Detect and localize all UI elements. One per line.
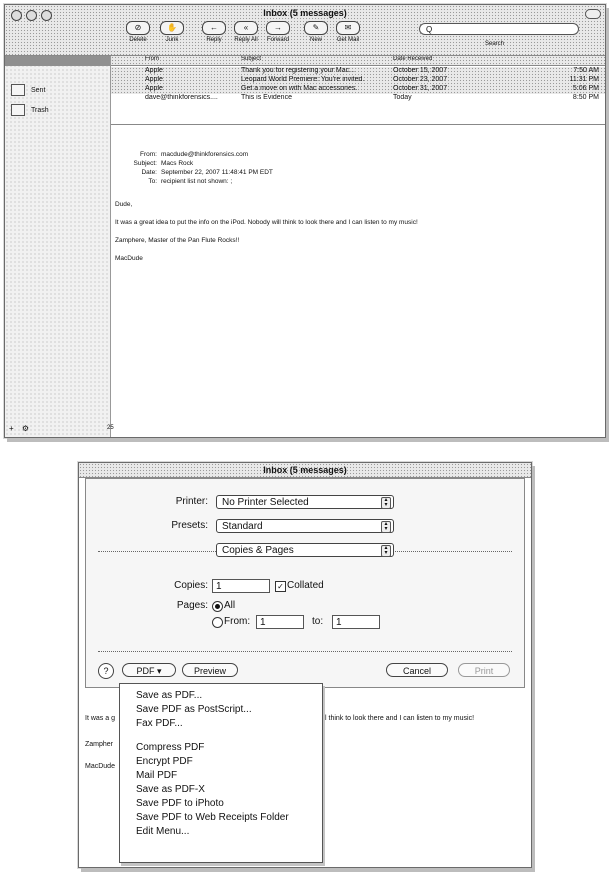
subject-value: Macs Rock	[161, 160, 194, 167]
mail-window-title: Inbox (5 messages)	[263, 8, 347, 18]
menu-item-save-as-pdf-x[interactable]: Save as PDF-X	[136, 784, 205, 795]
message-list	[111, 56, 605, 125]
from-value[interactable]: macdude@thinkforensics.com	[161, 151, 249, 158]
trash-icon	[11, 104, 25, 116]
pages-from-label: From:	[224, 616, 251, 627]
mailbox-sidebar	[5, 56, 114, 437]
presets-select[interactable]	[216, 519, 394, 533]
column-from[interactable]: From	[145, 56, 159, 62]
reply-all-icon: «	[234, 21, 258, 35]
sidebar-item-label: Trash	[31, 106, 49, 114]
body-line: It was a great idea to put the info on the iPod. Nobody will think to look there and I can listen to my music!	[115, 219, 418, 226]
preview-button[interactable]: Preview	[182, 663, 238, 677]
column-date[interactable]: Date Received	[393, 56, 433, 62]
sidebar-item-label: Sent	[31, 86, 46, 94]
message-date: Today	[393, 94, 412, 101]
body-line: MacDude	[115, 255, 143, 262]
message-time: 5:06 PM	[572, 85, 599, 92]
message-date: October 23, 2007	[393, 76, 448, 83]
print-button[interactable]: Print	[458, 663, 510, 677]
pages-to-label: to:	[312, 616, 324, 627]
message-time: 8:50 PM	[572, 94, 599, 101]
pages-range-radio[interactable]	[212, 617, 223, 628]
search-input[interactable]: Q	[419, 23, 579, 35]
search-label: Search	[485, 41, 505, 47]
preview-from	[115, 151, 415, 158]
reply-all-button[interactable]	[229, 21, 263, 43]
junk-label: Junk	[165, 37, 179, 43]
junk-icon: ✋	[160, 21, 184, 35]
pages-to-input[interactable]: 1	[332, 615, 380, 629]
table-row[interactable]	[111, 94, 605, 103]
delete-label: Delete	[129, 37, 147, 43]
background-body-line: It was a g	[85, 715, 115, 722]
sidebar-item-trash[interactable]	[11, 104, 49, 116]
background-body-line: MacDude	[85, 763, 115, 770]
get-mail-icon: ✉	[336, 21, 360, 35]
message-from: Apple	[145, 67, 163, 74]
forward-label: Forward	[266, 37, 289, 43]
pdf-dropdown-menu	[119, 683, 323, 863]
menu-item-save-as-postscript[interactable]: Save PDF as PostScript...	[136, 704, 252, 715]
menu-item-mail-pdf[interactable]: Mail PDF	[136, 770, 178, 781]
reply-icon: ←	[202, 21, 226, 35]
mail-window	[4, 4, 606, 438]
get-mail-button[interactable]	[331, 21, 365, 43]
print-sheet	[85, 478, 525, 688]
delete-icon: ⊘	[126, 21, 150, 35]
reply-button[interactable]	[197, 21, 231, 43]
date-value: September 22, 2007 11:48:41 PM EDT	[161, 169, 273, 176]
printer-select[interactable]	[216, 495, 394, 509]
delete-button[interactable]	[121, 21, 155, 43]
message-subject: Leopard World Premiere: You're invited.	[241, 76, 365, 83]
pages-all-label: All	[224, 600, 236, 611]
collated-label: Collated	[287, 580, 324, 591]
message-from: Apple	[145, 85, 163, 92]
sidebar-selected-row[interactable]	[5, 56, 110, 66]
cancel-button[interactable]: Cancel	[386, 663, 448, 677]
preview-to	[115, 178, 415, 185]
message-from: Apple	[145, 76, 163, 83]
message-subject: Thank you for registering your Mac...	[241, 67, 355, 74]
table-row[interactable]	[111, 85, 605, 94]
message-preview	[111, 131, 605, 437]
sidebar-item-sent[interactable]	[11, 84, 45, 96]
menu-item-encrypt-pdf[interactable]: Encrypt PDF	[136, 756, 193, 767]
popup-arrows-icon: ▴ ▾	[381, 497, 391, 509]
printer-label: Printer:	[175, 496, 208, 507]
toolbar-toggle-icon[interactable]	[585, 9, 601, 19]
presets-label: Presets:	[171, 520, 208, 531]
menu-item-save-as-pdf[interactable]: Save as PDF...	[136, 690, 203, 701]
message-time: 11:31 PM	[569, 76, 599, 83]
column-subject[interactable]: Subject	[241, 56, 262, 62]
copies-label: Copies:	[174, 580, 208, 591]
presets-value: Standard	[222, 521, 263, 532]
to-value: recipient list not shown: ;	[161, 178, 233, 185]
print-window-title: Inbox (5 messages)	[263, 465, 347, 475]
menu-item-fax-pdf[interactable]: Fax PDF...	[136, 718, 183, 729]
preview-subject	[115, 160, 415, 167]
reply-label: Reply	[206, 37, 222, 43]
from-key: From:	[140, 151, 157, 158]
new-message-button[interactable]	[299, 21, 333, 43]
message-subject: Get a move on with Mac accessories.	[241, 85, 358, 92]
menu-item-compress-pdf[interactable]: Compress PDF	[136, 742, 205, 753]
gear-icon[interactable]: ⚙	[21, 424, 30, 433]
sent-mailbox-icon	[11, 84, 25, 96]
background-body-line: l think to look there and I can listen to my music!	[325, 715, 475, 722]
junk-button[interactable]	[155, 21, 189, 43]
message-list-header	[111, 56, 605, 66]
table-row[interactable]	[111, 67, 605, 76]
forward-button[interactable]	[261, 21, 295, 43]
message-date: October 31, 2007	[393, 85, 448, 92]
background-body-line: Zampher	[85, 741, 114, 748]
panel-value: Copies & Pages	[222, 545, 294, 556]
body-line: Dude,	[115, 201, 133, 208]
body-line: Zamphere, Master of the Pan Flute Rocks!!	[115, 237, 240, 244]
menu-item-edit-menu[interactable]: Edit Menu...	[136, 826, 190, 837]
copies-input[interactable]: 1	[212, 579, 270, 593]
popup-arrows-icon: ▴ ▾	[381, 545, 391, 557]
divider	[98, 651, 512, 652]
collated-checkbox[interactable]: ✓	[275, 581, 286, 592]
help-button[interactable]: ?	[98, 663, 114, 679]
add-mailbox-icon[interactable]: +	[9, 424, 14, 433]
table-row[interactable]	[111, 76, 605, 85]
printer-value: No Printer Selected	[222, 497, 309, 508]
pages-all-radio[interactable]	[212, 601, 223, 612]
message-subject: This is Evidence	[241, 94, 292, 101]
preview-date	[115, 169, 415, 176]
print-titlebar	[79, 463, 531, 478]
reply-all-label: Reply All	[234, 37, 258, 43]
get-mail-label: Get Mail	[336, 37, 360, 43]
message-time: 7:50 AM	[573, 67, 599, 74]
subject-key: Subject:	[133, 160, 157, 167]
message-from: dave@thinkforensics....	[145, 94, 218, 101]
sidebar-footer	[9, 424, 114, 433]
menu-item-save-to-web-receipts[interactable]: Save PDF to Web Receipts Folder	[136, 812, 289, 823]
pages-label: Pages:	[176, 600, 208, 611]
message-date: October 15, 2007	[393, 67, 448, 74]
menu-item-save-to-iphoto[interactable]: Save PDF to iPhoto	[136, 798, 224, 809]
pdf-menu-button[interactable]: PDF ▾	[122, 663, 176, 677]
popup-arrows-icon: ▴ ▾	[381, 521, 391, 533]
date-key: Date:	[141, 169, 157, 176]
mail-titlebar	[5, 5, 605, 56]
to-key: To:	[148, 178, 157, 185]
pages-from-input[interactable]: 1	[256, 615, 304, 629]
sidebar-count: 25	[107, 425, 114, 431]
forward-icon: →	[266, 21, 290, 35]
print-window	[78, 462, 532, 868]
compose-icon: ✎	[304, 21, 328, 35]
panel-select[interactable]	[216, 543, 394, 557]
new-label: New	[309, 37, 322, 43]
